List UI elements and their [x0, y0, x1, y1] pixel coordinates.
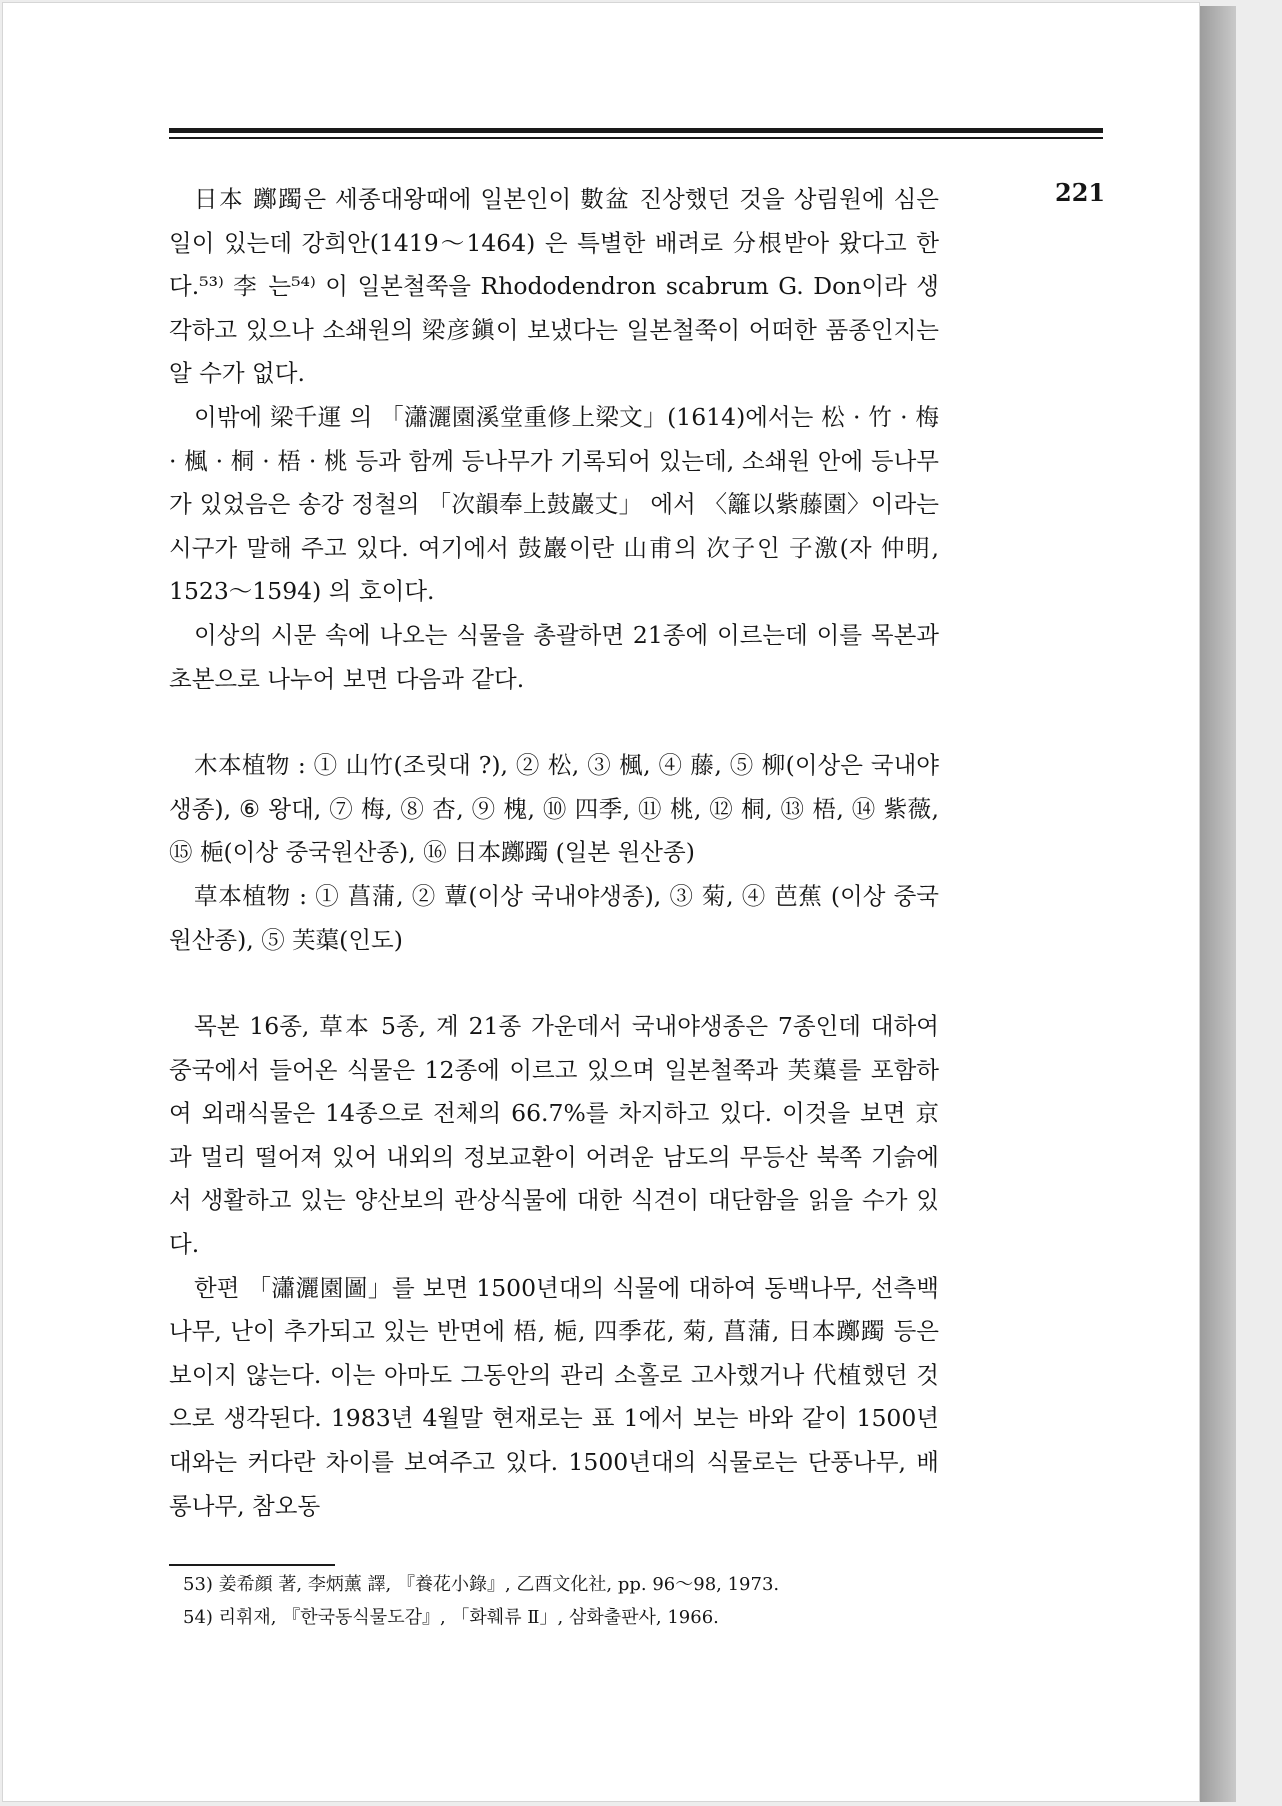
header-rule-thick: [169, 128, 1103, 133]
paragraph-3: 이상의 시문 속에 나오는 식물을 총괄하면 21종에 이르는데 이를 목본과 초본으로 나누어 보면 다음과 같다.: [169, 620, 939, 693]
spacer: [169, 962, 939, 1005]
page-number: 221: [1055, 178, 1106, 207]
paragraph-2: 이밖에 梁千運 의 「瀟灑園溪堂重修上梁文」(1614)에서는 松 · 竹 · 梅 · 楓 · 桐 · 梧 · 桃 등과 함께 등나무가 기록되어 있는데, 소쇄원 안에 등나무가 있었음은 송강 정철의 「次韻奉上鼓巖丈」 에서 〈籬以紫藤園〉이라는 시구가 말해 주고 있다. 여기에서 鼓巖이란 山甫의 次子인 子激(자 仲明, 1523～1594) 의 호이다.: [169, 402, 939, 606]
page-edge-shadow: [1198, 6, 1236, 1802]
footnote-53: 53) 姜希顔 著, 李炳薰 譯, 『養花小錄』, 乙酉文化社, pp. 96～98, 1973.: [183, 1574, 780, 1595]
paragraph-1: 日本 躑躅은 세종대왕때에 일본인이 數盆 진상했던 것을 상림원에 심은 일이 있는데 강희안(1419～1464) 은 특별한 배려로 分根받아 왔다고 한다.⁵³⁾ 李 는⁵⁴⁾ 이 일본철쭉을 Rhododendron scabrum G. Don이라 생각하고 있으나 소쇄원의 梁彦鎭이 보냈다는 일본철쭉이 어떠한 품종인지는 알 수가 없다.: [169, 185, 939, 388]
herbaceous-plants-list: 草本植物 : ① 菖蒲, ② 蕈(이상 국내야생종), ③ 菊, ④ 芭蕉 (이상 중국원산종), ⑤ 芙蕖(인도): [169, 881, 939, 954]
document-page: [2, 2, 1200, 1802]
header-rule-thin: [169, 137, 1103, 139]
body-text: [169, 178, 939, 1528]
spacer: [169, 701, 939, 744]
footnote-rule: [169, 1564, 335, 1566]
footnotes: [183, 1568, 1033, 1634]
footnote-54: 54) 리휘재, 『한국동식물도감』, 「화훼류 Ⅱ」, 삼화출판사, 1966.: [183, 1607, 719, 1628]
woody-plants-list: 木本植物 : ① 山竹(조릿대 ?), ② 松, ③ 楓, ④ 藤, ⑤ 柳(이상은 국내야생종), ⑥ 왕대, ⑦ 梅, ⑧ 杏, ⑨ 槐, ⑩ 四季, ⑪ 桃, ⑫ 桐, ⑬ 梧, ⑭ 紫薇, ⑮ 梔(이상 중국원산종), ⑯ 日本躑躅 (일본 원산종): [169, 751, 939, 867]
paragraph-5: 한편 「瀟灑園圖」를 보면 1500년대의 식물에 대하여 동백나무, 선측백나무, 난이 추가되고 있는 반면에 梧, 梔, 四季花, 菊, 菖蒲, 日本躑躅 등은 보이지 않는다. 이는 아마도 그동안의 관리 소홀로 고사했거나 代植했던 것으로 생각된다. 1983년 4월말 현재로는 표 1에서 보는 바와 같이 1500년대와는 커다란 차이를 보여주고 있다. 1500년대의 식물로는 단풍나무, 배롱나무, 참오동: [169, 1273, 939, 1520]
paragraph-4: 목본 16종, 草本 5종, 계 21종 가운데서 국내야생종은 7종인데 대하여 중국에서 들어온 식물은 12종에 이르고 있으며 일본철쭉과 芙蕖를 포함하여 외래식물은 14종으로 전체의 66.7%를 차지하고 있다. 이것을 보면 京과 멀리 떨어져 있어 내외의 정보교환이 어려운 남도의 무등산 북쪽 기슭에서 생활하고 있는 양산보의 관상식물에 대한 식견이 대단함을 읽을 수가 있다.: [169, 1012, 939, 1259]
